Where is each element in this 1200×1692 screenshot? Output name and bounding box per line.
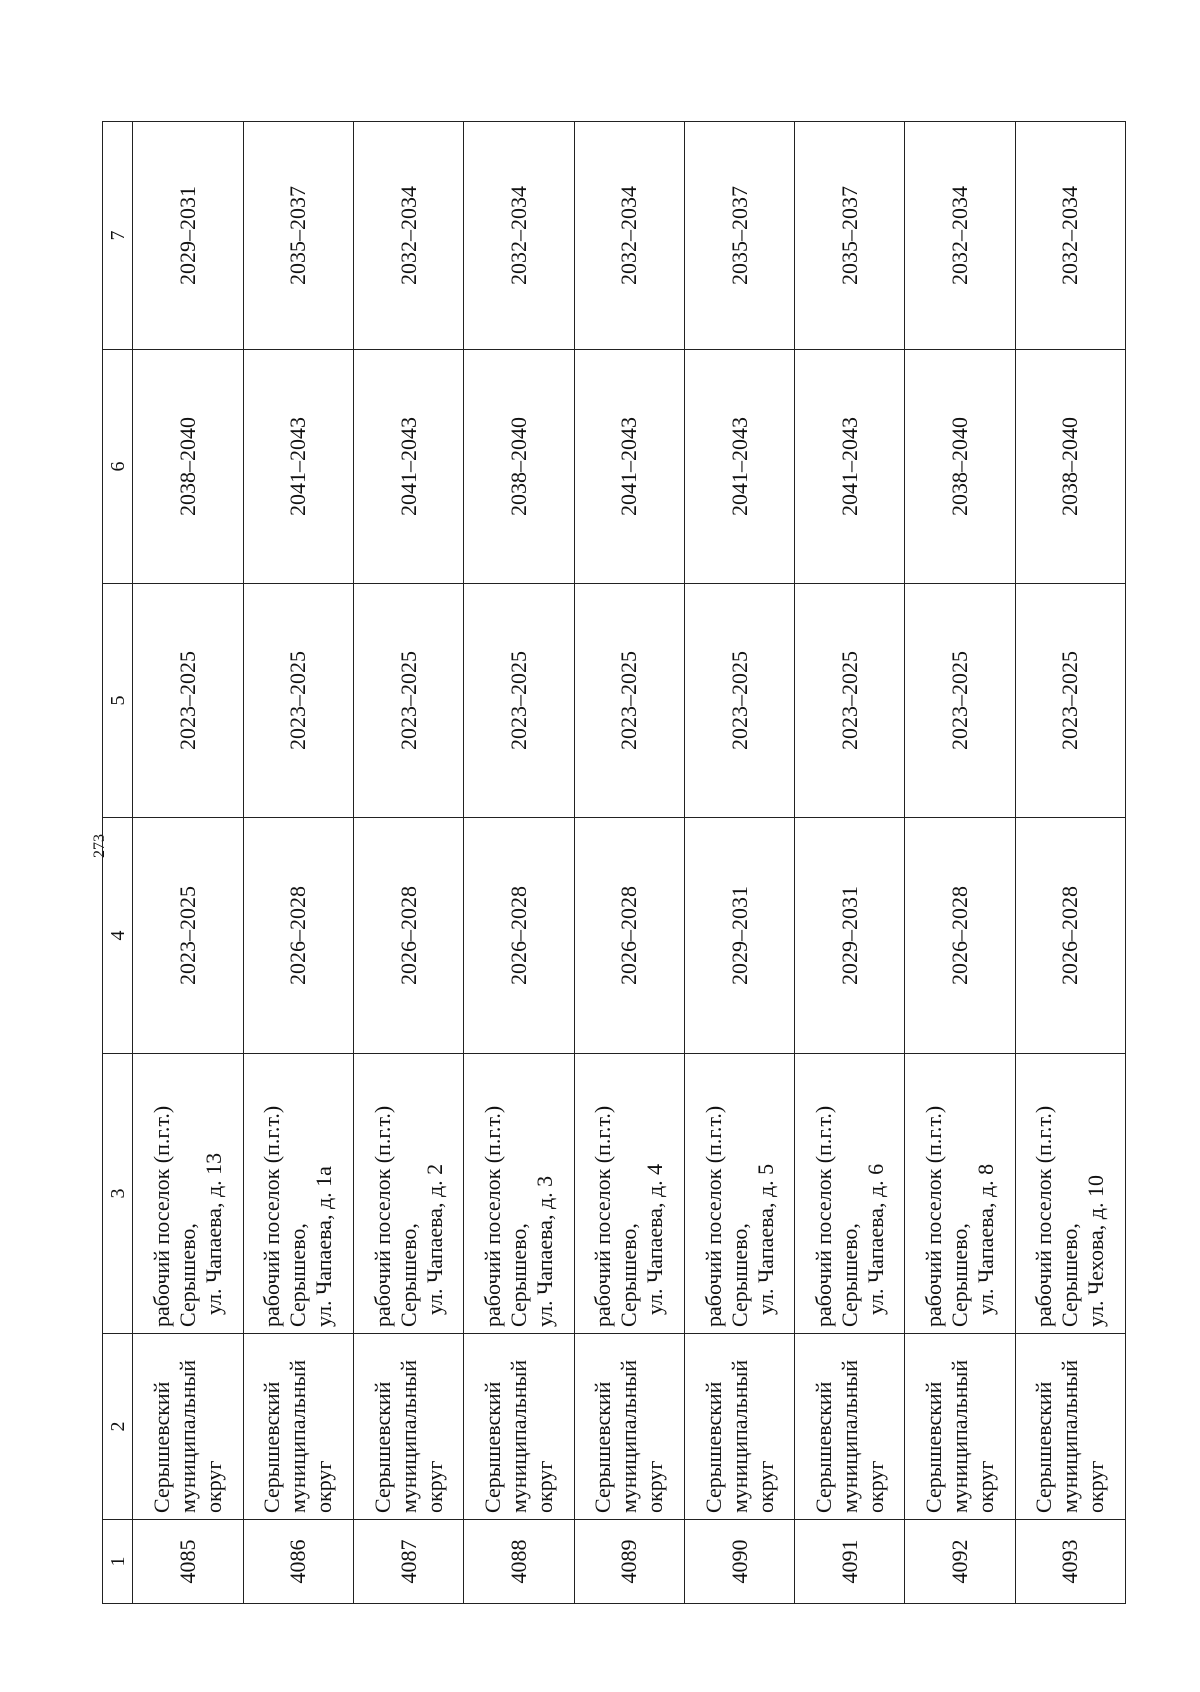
address-cell: [574, 1054, 684, 1334]
period-col5: 2023–2025: [1015, 584, 1125, 818]
address-line: Серышево,: [836, 1223, 862, 1327]
district-cell: [574, 1334, 684, 1520]
address-line: Серышево,: [505, 1223, 531, 1327]
row-number: 4090: [684, 1520, 794, 1604]
period-col4: 2026–2028: [464, 818, 574, 1054]
district-line: Серышевский: [149, 1381, 175, 1513]
district-line: округ: [421, 1460, 447, 1513]
period-col6: 2041–2043: [795, 350, 905, 584]
row-number: 4087: [354, 1520, 464, 1604]
district-line: округ: [531, 1460, 557, 1513]
row-number: 4093: [1015, 1520, 1125, 1604]
district-line: округ: [973, 1460, 999, 1513]
column-number-1: 1: [103, 1520, 133, 1604]
period-col4: 2026–2028: [574, 818, 684, 1054]
district-cell: [354, 1334, 464, 1520]
district-line: Серышевский: [590, 1381, 616, 1513]
period-col7: 2035–2037: [684, 122, 794, 350]
table-row: [1015, 122, 1125, 1604]
period-col7: 2035–2037: [243, 122, 353, 350]
district-line: округ: [201, 1460, 227, 1513]
column-number-7: 7: [103, 122, 133, 350]
district-line: Серышевский: [810, 1381, 836, 1513]
period-col7: 2035–2037: [795, 122, 905, 350]
period-col4: 2026–2028: [243, 818, 353, 1054]
registry-table: [102, 121, 1126, 1604]
district-line: Серышевский: [479, 1381, 505, 1513]
period-col6: 2038–2040: [464, 350, 574, 584]
district-line: Серышевский: [1031, 1381, 1057, 1513]
address-line: рабочий поселок (п.г.т.): [590, 1105, 616, 1327]
page-number: 273: [91, 834, 108, 858]
period-col5: 2023–2025: [354, 584, 464, 818]
period-col5: 2023–2025: [133, 584, 243, 818]
district-line: муниципальный: [616, 1359, 642, 1513]
district-cell: [795, 1334, 905, 1520]
district-line: округ: [642, 1460, 668, 1513]
table-row: [243, 122, 353, 1604]
district-line: муниципальный: [285, 1359, 311, 1513]
period-col6: 2041–2043: [574, 350, 684, 584]
period-col4: 2026–2028: [1015, 818, 1125, 1054]
address-line: рабочий поселок (п.г.т.): [149, 1105, 175, 1327]
district-line: муниципальный: [175, 1359, 201, 1513]
row-number: 4091: [795, 1520, 905, 1604]
period-col5: 2023–2025: [795, 584, 905, 818]
row-number: 4085: [133, 1520, 243, 1604]
period-col4: 2029–2031: [795, 818, 905, 1054]
period-col6: 2038–2040: [905, 350, 1015, 584]
period-col7: 2032–2034: [1015, 122, 1125, 350]
period-col5: 2023–2025: [905, 584, 1015, 818]
period-col4: 2023–2025: [133, 818, 243, 1054]
period-col7: 2029–2031: [133, 122, 243, 350]
period-col7: 2032–2034: [574, 122, 684, 350]
address-cell: [795, 1054, 905, 1334]
district-cell: [133, 1334, 243, 1520]
district-cell: [684, 1334, 794, 1520]
period-col5: 2023–2025: [243, 584, 353, 818]
address-line: Серышево,: [175, 1223, 201, 1327]
address-cell: [464, 1054, 574, 1334]
address-cell: [1015, 1054, 1125, 1334]
address-line: ул. Чапаева, д. 2: [421, 1163, 447, 1315]
address-line: Серышево,: [395, 1223, 421, 1327]
address-cell: [354, 1054, 464, 1334]
row-number: 4086: [243, 1520, 353, 1604]
district-cell: [243, 1334, 353, 1520]
registry-table-container: [102, 122, 1126, 1604]
district-cell: [464, 1334, 574, 1520]
address-line: рабочий поселок (п.г.т.): [700, 1105, 726, 1327]
district-line: Серышевский: [259, 1381, 285, 1513]
address-line: ул. Чапаева, д. 5: [752, 1163, 778, 1315]
period-col6: 2041–2043: [684, 350, 794, 584]
period-col6: 2041–2043: [354, 350, 464, 584]
address-cell: [133, 1054, 243, 1334]
period-col5: 2023–2025: [684, 584, 794, 818]
period-col6: 2041–2043: [243, 350, 353, 584]
address-line: ул. Чехова, д. 10: [1083, 1174, 1109, 1327]
column-number-2: 2: [103, 1334, 133, 1520]
address-line: рабочий поселок (п.г.т.): [921, 1105, 947, 1327]
table-row: [905, 122, 1015, 1604]
address-line: Серышево,: [285, 1223, 311, 1327]
row-number: 4088: [464, 1520, 574, 1604]
table-row: [354, 122, 464, 1604]
table-row: [574, 122, 684, 1604]
address-line: ул. Чапаева, д. 1а: [311, 1166, 337, 1327]
row-number: 4089: [574, 1520, 684, 1604]
table-row: [464, 122, 574, 1604]
address-line: Серышево,: [947, 1223, 973, 1327]
district-cell: [1015, 1334, 1125, 1520]
table-row: [795, 122, 905, 1604]
district-line: Серышевский: [921, 1381, 947, 1513]
period-col7: 2032–2034: [464, 122, 574, 350]
address-line: Серышево,: [726, 1223, 752, 1327]
table-row: [133, 122, 243, 1604]
address-line: ул. Чапаева, д. 3: [531, 1175, 557, 1327]
address-line: Серышево,: [1057, 1223, 1083, 1327]
district-line: округ: [752, 1460, 778, 1513]
column-number-4: 4: [103, 818, 133, 1054]
address-line: ул. Чапаева, д. 8: [973, 1163, 999, 1315]
address-line: Серышево,: [616, 1223, 642, 1327]
district-line: округ: [311, 1460, 337, 1513]
column-number-5: 5: [103, 584, 133, 818]
period-col6: 2038–2040: [133, 350, 243, 584]
address-cell: [905, 1054, 1015, 1334]
table-row: [684, 122, 794, 1604]
column-number-6: 6: [103, 350, 133, 584]
column-number-row: [103, 122, 133, 1604]
period-col5: 2023–2025: [574, 584, 684, 818]
district-line: муниципальный: [947, 1359, 973, 1513]
district-line: муниципальный: [505, 1359, 531, 1513]
district-line: округ: [862, 1460, 888, 1513]
district-line: муниципальный: [726, 1359, 752, 1513]
address-cell: [243, 1054, 353, 1334]
period-col5: 2023–2025: [464, 584, 574, 818]
period-col4: 2026–2028: [354, 818, 464, 1054]
address-line: ул. Чапаева, д. 4: [642, 1163, 668, 1315]
period-col7: 2032–2034: [354, 122, 464, 350]
district-line: муниципальный: [395, 1359, 421, 1513]
address-line: рабочий поселок (п.г.т.): [259, 1105, 285, 1327]
district-line: муниципальный: [1057, 1359, 1083, 1513]
row-number: 4092: [905, 1520, 1015, 1604]
address-line: рабочий поселок (п.г.т.): [1031, 1105, 1057, 1327]
address-cell: [684, 1054, 794, 1334]
address-line: рабочий поселок (п.г.т.): [479, 1105, 505, 1327]
period-col6: 2038–2040: [1015, 350, 1125, 584]
address-line: рабочий поселок (п.г.т.): [369, 1105, 395, 1327]
district-line: Серышевский: [700, 1381, 726, 1513]
district-line: муниципальный: [836, 1359, 862, 1513]
district-line: округ: [1083, 1460, 1109, 1513]
period-col4: 2029–2031: [684, 818, 794, 1054]
period-col4: 2026–2028: [905, 818, 1015, 1054]
address-line: ул. Чапаева, д. 6: [862, 1163, 888, 1315]
district-cell: [905, 1334, 1015, 1520]
address-line: рабочий поселок (п.г.т.): [810, 1105, 836, 1327]
period-col7: 2032–2034: [905, 122, 1015, 350]
column-number-3: 3: [103, 1054, 133, 1334]
address-line: ул. Чапаева, д. 13: [201, 1152, 227, 1315]
district-line: Серышевский: [369, 1381, 395, 1513]
